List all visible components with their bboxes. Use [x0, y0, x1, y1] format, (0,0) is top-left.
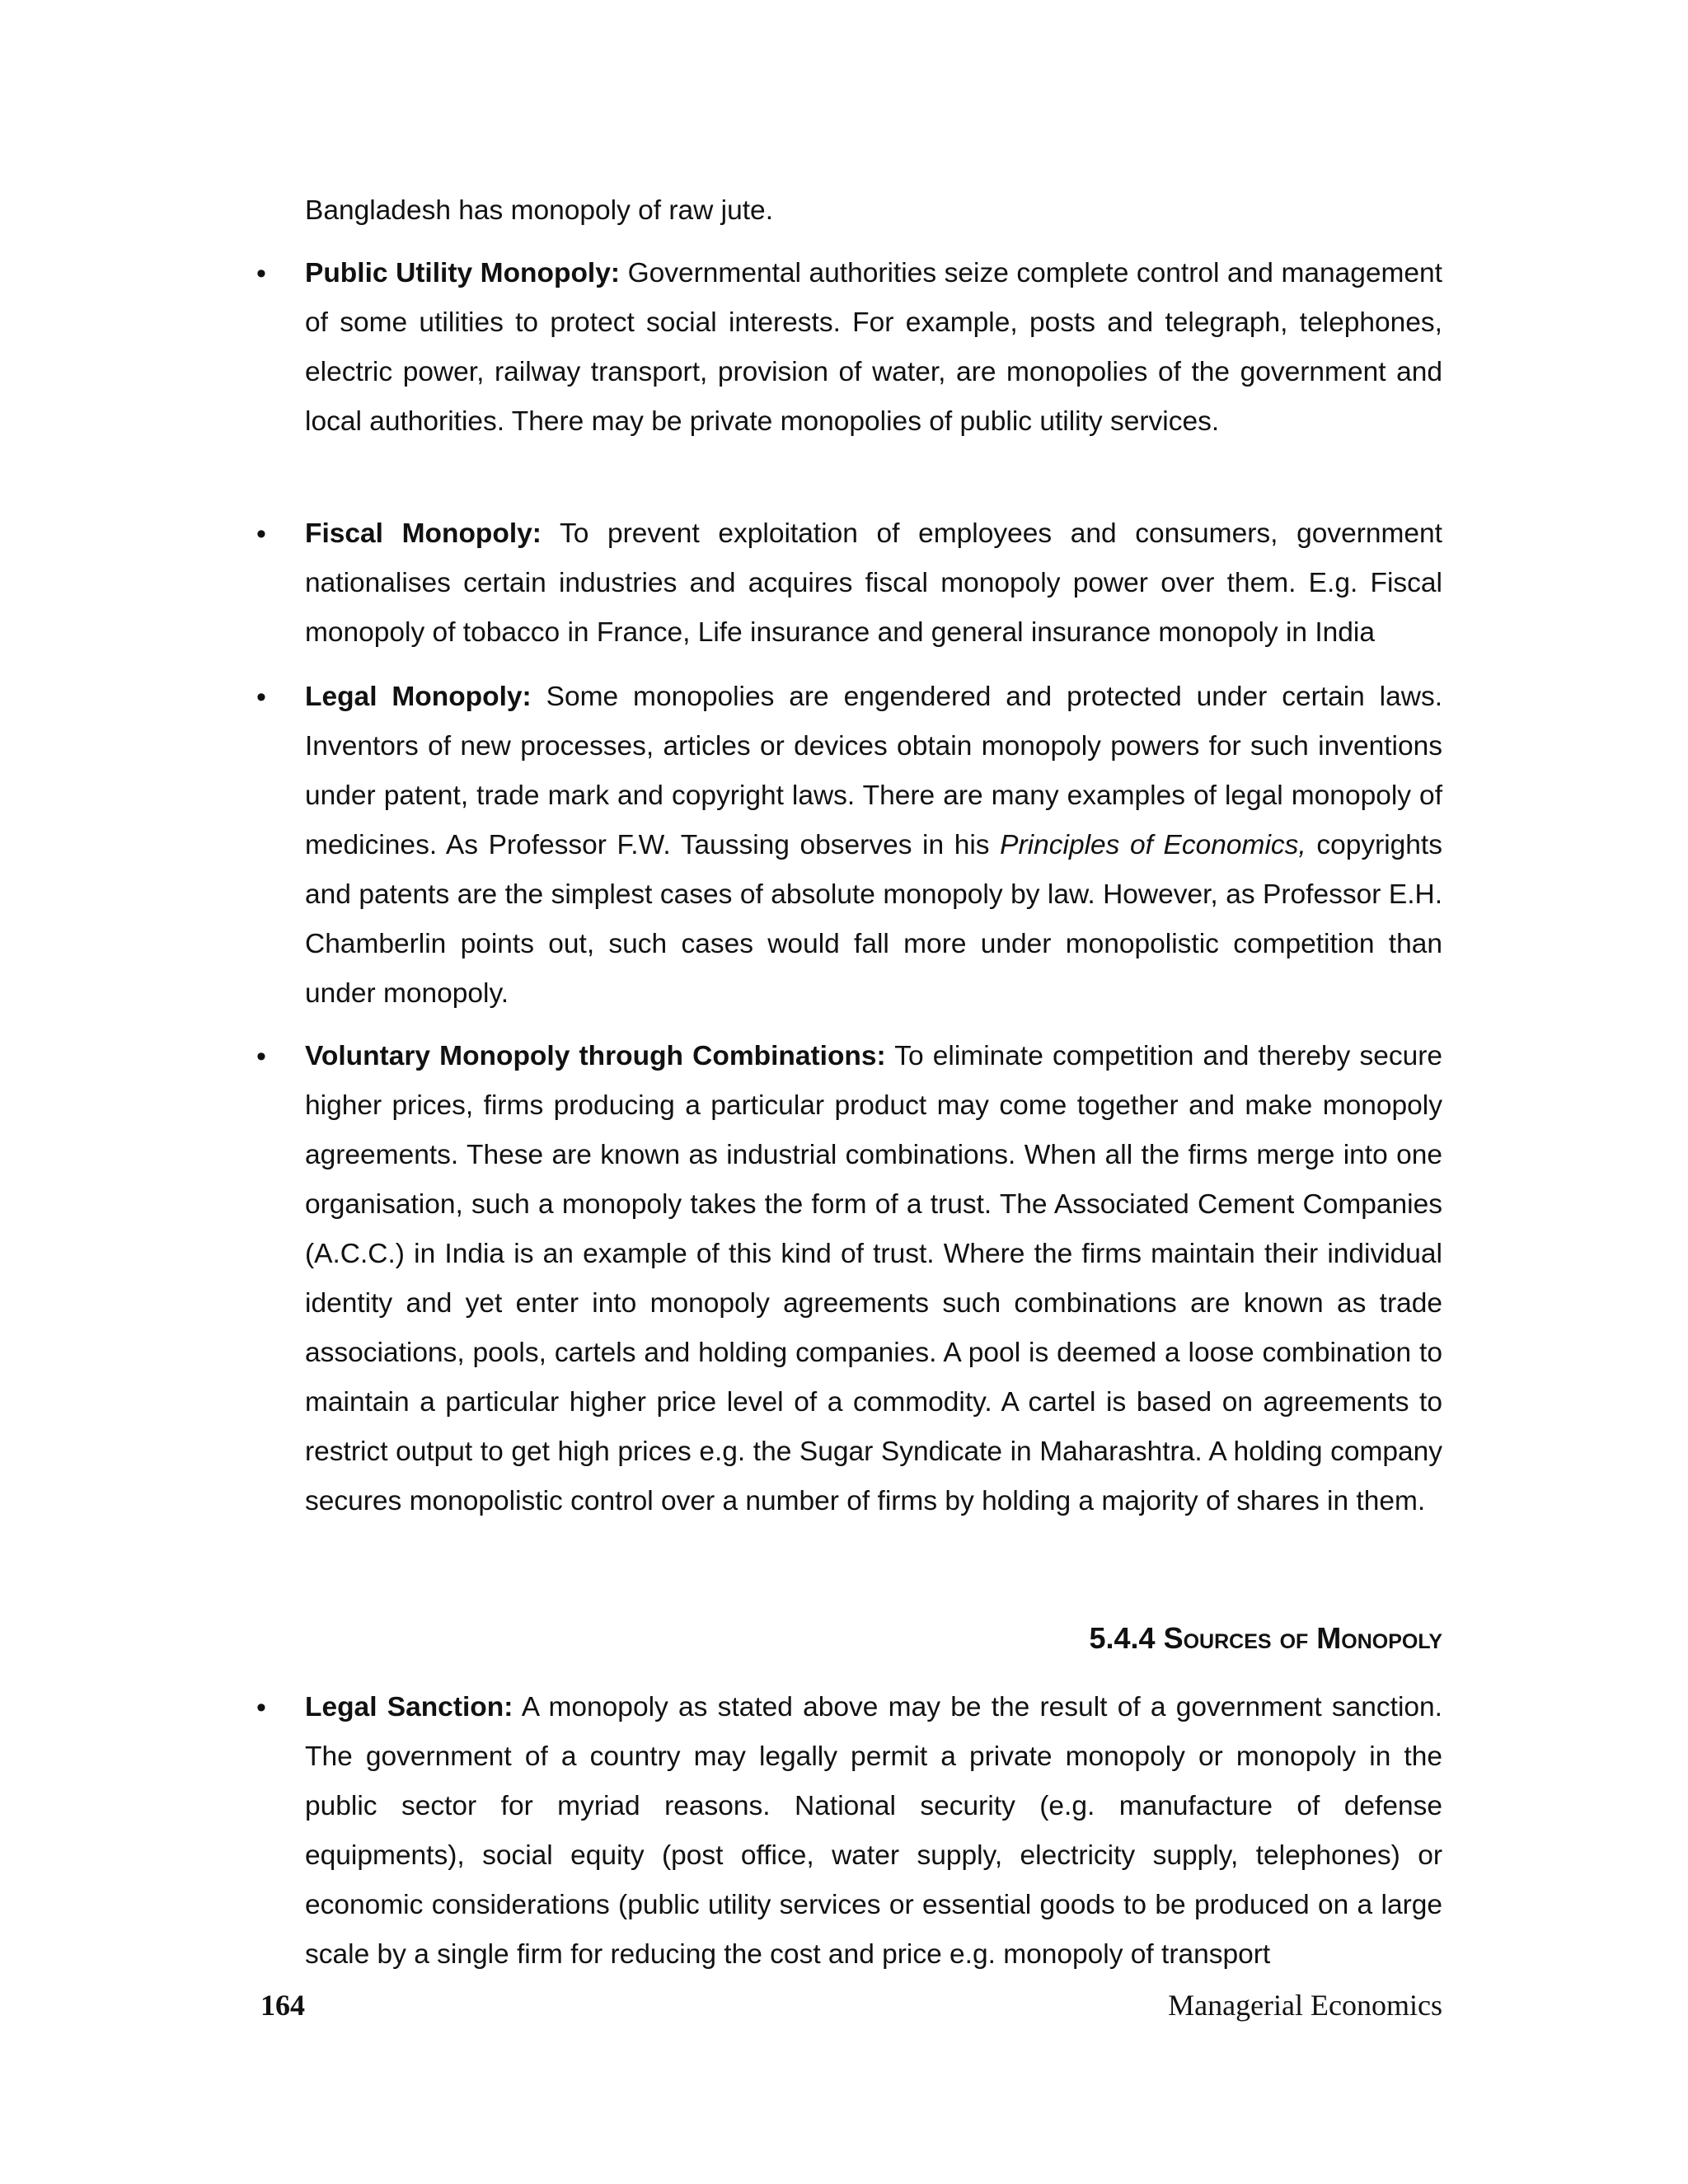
bullet-icon: •	[256, 1692, 266, 1723]
continued-paragraph: Bangladesh has monopoly of raw jute.	[305, 195, 773, 226]
description-legal-sanction: A monopoly as stated above may be the result of a government sanction. The government of a country may legally permit a private monopoly or monopoly in the public sector for myriad reasons. National security (e.g. manufacture of defense equipments), social equity (post office, water supply, electricity supply, telephones) or economic considerations (public utility services or essential goods to be produced on a large scale by a single firm for reducing the cost and price e.g. monopoly of transport	[305, 1692, 1442, 1970]
bullet-icon: •	[256, 1041, 266, 1072]
list-item-voluntary-monopoly	[256, 1032, 1442, 1526]
book-title-italic: Principles of Economics,	[1000, 830, 1306, 860]
bullet-icon: •	[256, 682, 266, 713]
term-legal-sanction: Legal Sanction:	[305, 1692, 513, 1722]
list-item-fiscal-monopoly	[256, 509, 1442, 658]
description-fiscal-monopoly: To prevent exploitation of employees and consumers, government nationalises certain industries and acquires fiscal monopoly power over them. E.g. Fiscal monopoly of tobacco in France, Life insurance and general insurance monopoly in India	[305, 518, 1442, 648]
section-heading	[305, 1614, 1442, 1663]
section-title: Sources of Monopoly	[1163, 1621, 1442, 1655]
page-number: 164	[260, 1989, 305, 2022]
description-legal-monopoly-part-1: Some monopolies are engendered and protected under certain laws. Inventors of new processes, articles or devices obtain monopoly powers for such inventions under patent, trade mark and copyright laws. There are many examples of legal monopoly of medicines. As Professor F.W. Taussing observes in his	[305, 682, 1442, 860]
description-legal-monopoly-part-2: copyrights and patents are the simplest cases of absolute monopoly by law. However, as Professor E.H. Chamberlin points out, such cases would fall more under monopolistic competition than under monopoly.	[305, 830, 1442, 1009]
term-fiscal-monopoly: Fiscal Monopoly:	[305, 518, 542, 549]
description-voluntary-monopoly: To eliminate competition and thereby secure higher prices, firms producing a particular product may come together and make monopoly agreements. These are known as industrial combinations. When all the firms merge into one organisation, such a monopoly takes the form of a trust. The Associated Cement Companies (A.C.C.) in India is an example of this kind of trust. Where the firms maintain their individual identity and yet enter into monopoly agreements such combinations are known as trade associations, pools, cartels and holding companies. A pool is deemed a loose combination to maintain a particular higher price level of a commodity. A cartel is based on agreements to restrict output to get high prices e.g. the Sugar Syndicate in Maharashtra. A holding company secures monopolistic control over a number of firms by holding a majority of shares in them.	[305, 1041, 1442, 1516]
bullet-icon: •	[256, 258, 266, 289]
book-title: Managerial Economics	[1168, 1989, 1442, 2022]
bullet-icon: •	[256, 518, 266, 550]
term-public-utility-monopoly: Public Utility Monopoly:	[305, 258, 621, 288]
section-number: 5.4.4	[1089, 1621, 1156, 1655]
description-public-utility-monopoly: Governmental authorities seize complete control and management of some utilities to protect social interests. For example, posts and telegraph, telephones, electric power, railway transport, provision of water, are monopolies of the government and local authorities. There may be private monopolies of public utility services.	[305, 258, 1442, 437]
list-item-legal-monopoly	[256, 673, 1442, 1019]
term-voluntary-monopoly: Voluntary Monopoly through Combinations:	[305, 1041, 886, 1071]
list-item-public-utility-monopoly	[256, 249, 1442, 447]
term-legal-monopoly: Legal Monopoly:	[305, 682, 532, 712]
list-item-legal-sanction	[256, 1683, 1442, 1980]
